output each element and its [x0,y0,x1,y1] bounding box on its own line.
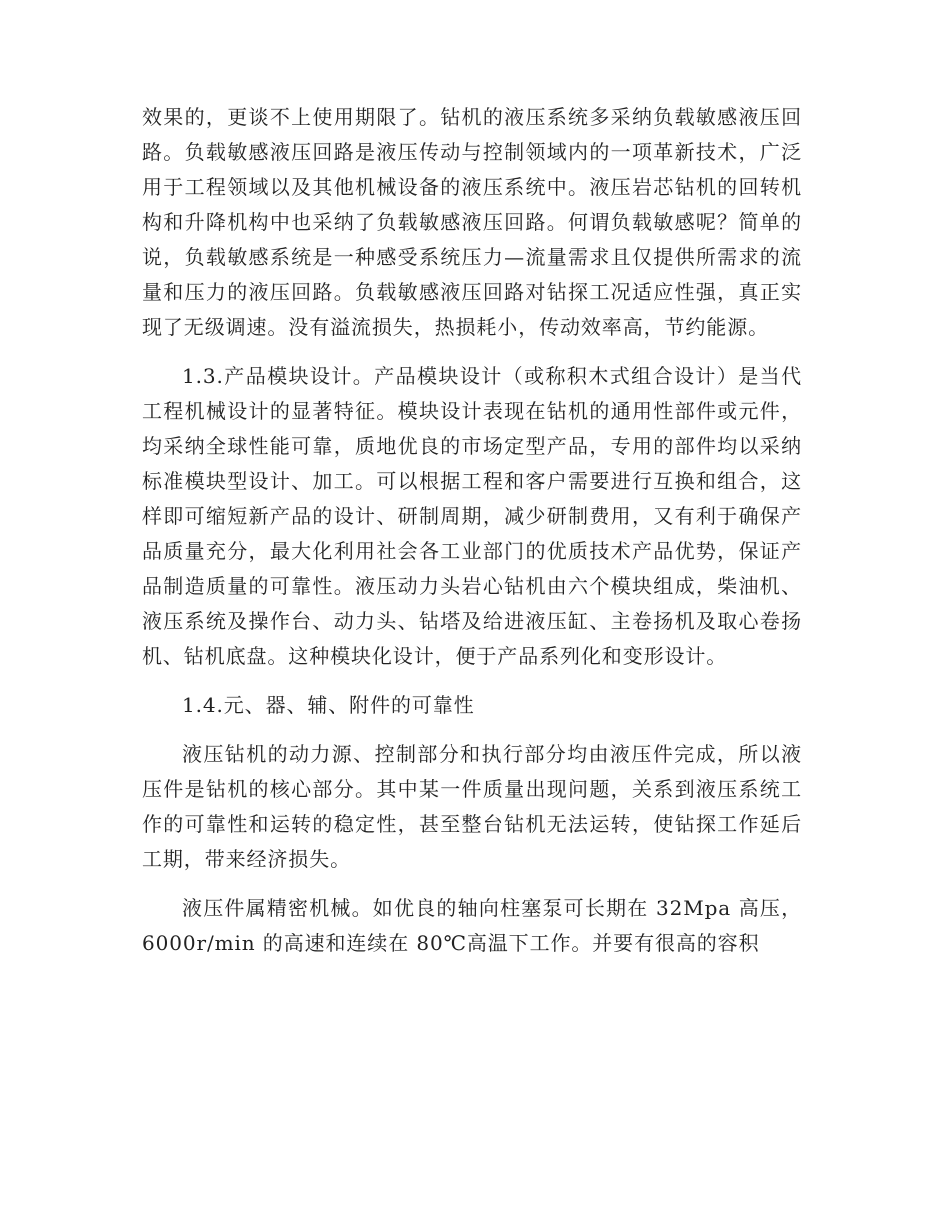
paragraph-precision-machinery: 液压件属精密机械。如优良的轴向柱塞泵可长期在 32Mpa 高压，6000r/min 的高速和连续在 80℃高温下工作。并要有很高的容积 [142,896,802,955]
paragraph-hydraulic-load-sensing: 效果的，更谈不上使用期限了。钻机的液压系统多采纳负载敏感液压回路。负载敏感液压回路是液压传动与控制领域内的一项革新技术，广泛用于工程领域以及其他机械设备的液压系统中。液压岩芯钻机的回转机构和升降机构中也采纳了负载敏感液压回路。何谓负载敏感呢？简单的说，负载敏感系统是一种感受系统压力—流量需求且仅提供所需求的流量和压力的液压回路。负载敏感液压回路对钻探工况适应性强，真正实现了无级调速。没有溢流损失，热损耗小，传动效率高，节约能源。 [142,105,802,339]
section-heading-reliability: 1.4.元、器、辅、附件的可靠性 [182,693,475,717]
document-body [142,100,802,975]
paragraph-hydraulic-components: 液压钻机的动力源、控制部分和执行部分均由液压件完成，所以液压件是钻机的核心部分。其中某一件质量出现问题，关系到液压系统工作的可靠性和运转的稳定性，甚至整台钻机无法运转，使钻探工作延后工期，带来经济损失。 [142,742,802,871]
paragraph-module-design: 1.3.产品模块设计。产品模块设计（或称积木式组合设计）是当代工程机械设计的显著特征。模块设计表现在钻机的通用性部件或元件，均采纳全球性能可靠，质地优良的市场定型产品，专用的部件均以采纳标准模块型设计、加工。可以根据工程和客户需要进行互换和组合，这样即可缩短新产品的设计、研制周期，减少研制费用，又有利于确保产品质量充分，最大化利用社会各工业部门的优质技术产品优势，保证产品制造质量的可靠性。液压动力头岩心钻机由六个模块组成，柴油机、液压系统及操作台、动力头、钻塔及给进液压缸、主卷扬机及取心卷扬机、钻机底盘。这种模块化设计，便于产品系列化和变形设计。 [142,364,802,668]
